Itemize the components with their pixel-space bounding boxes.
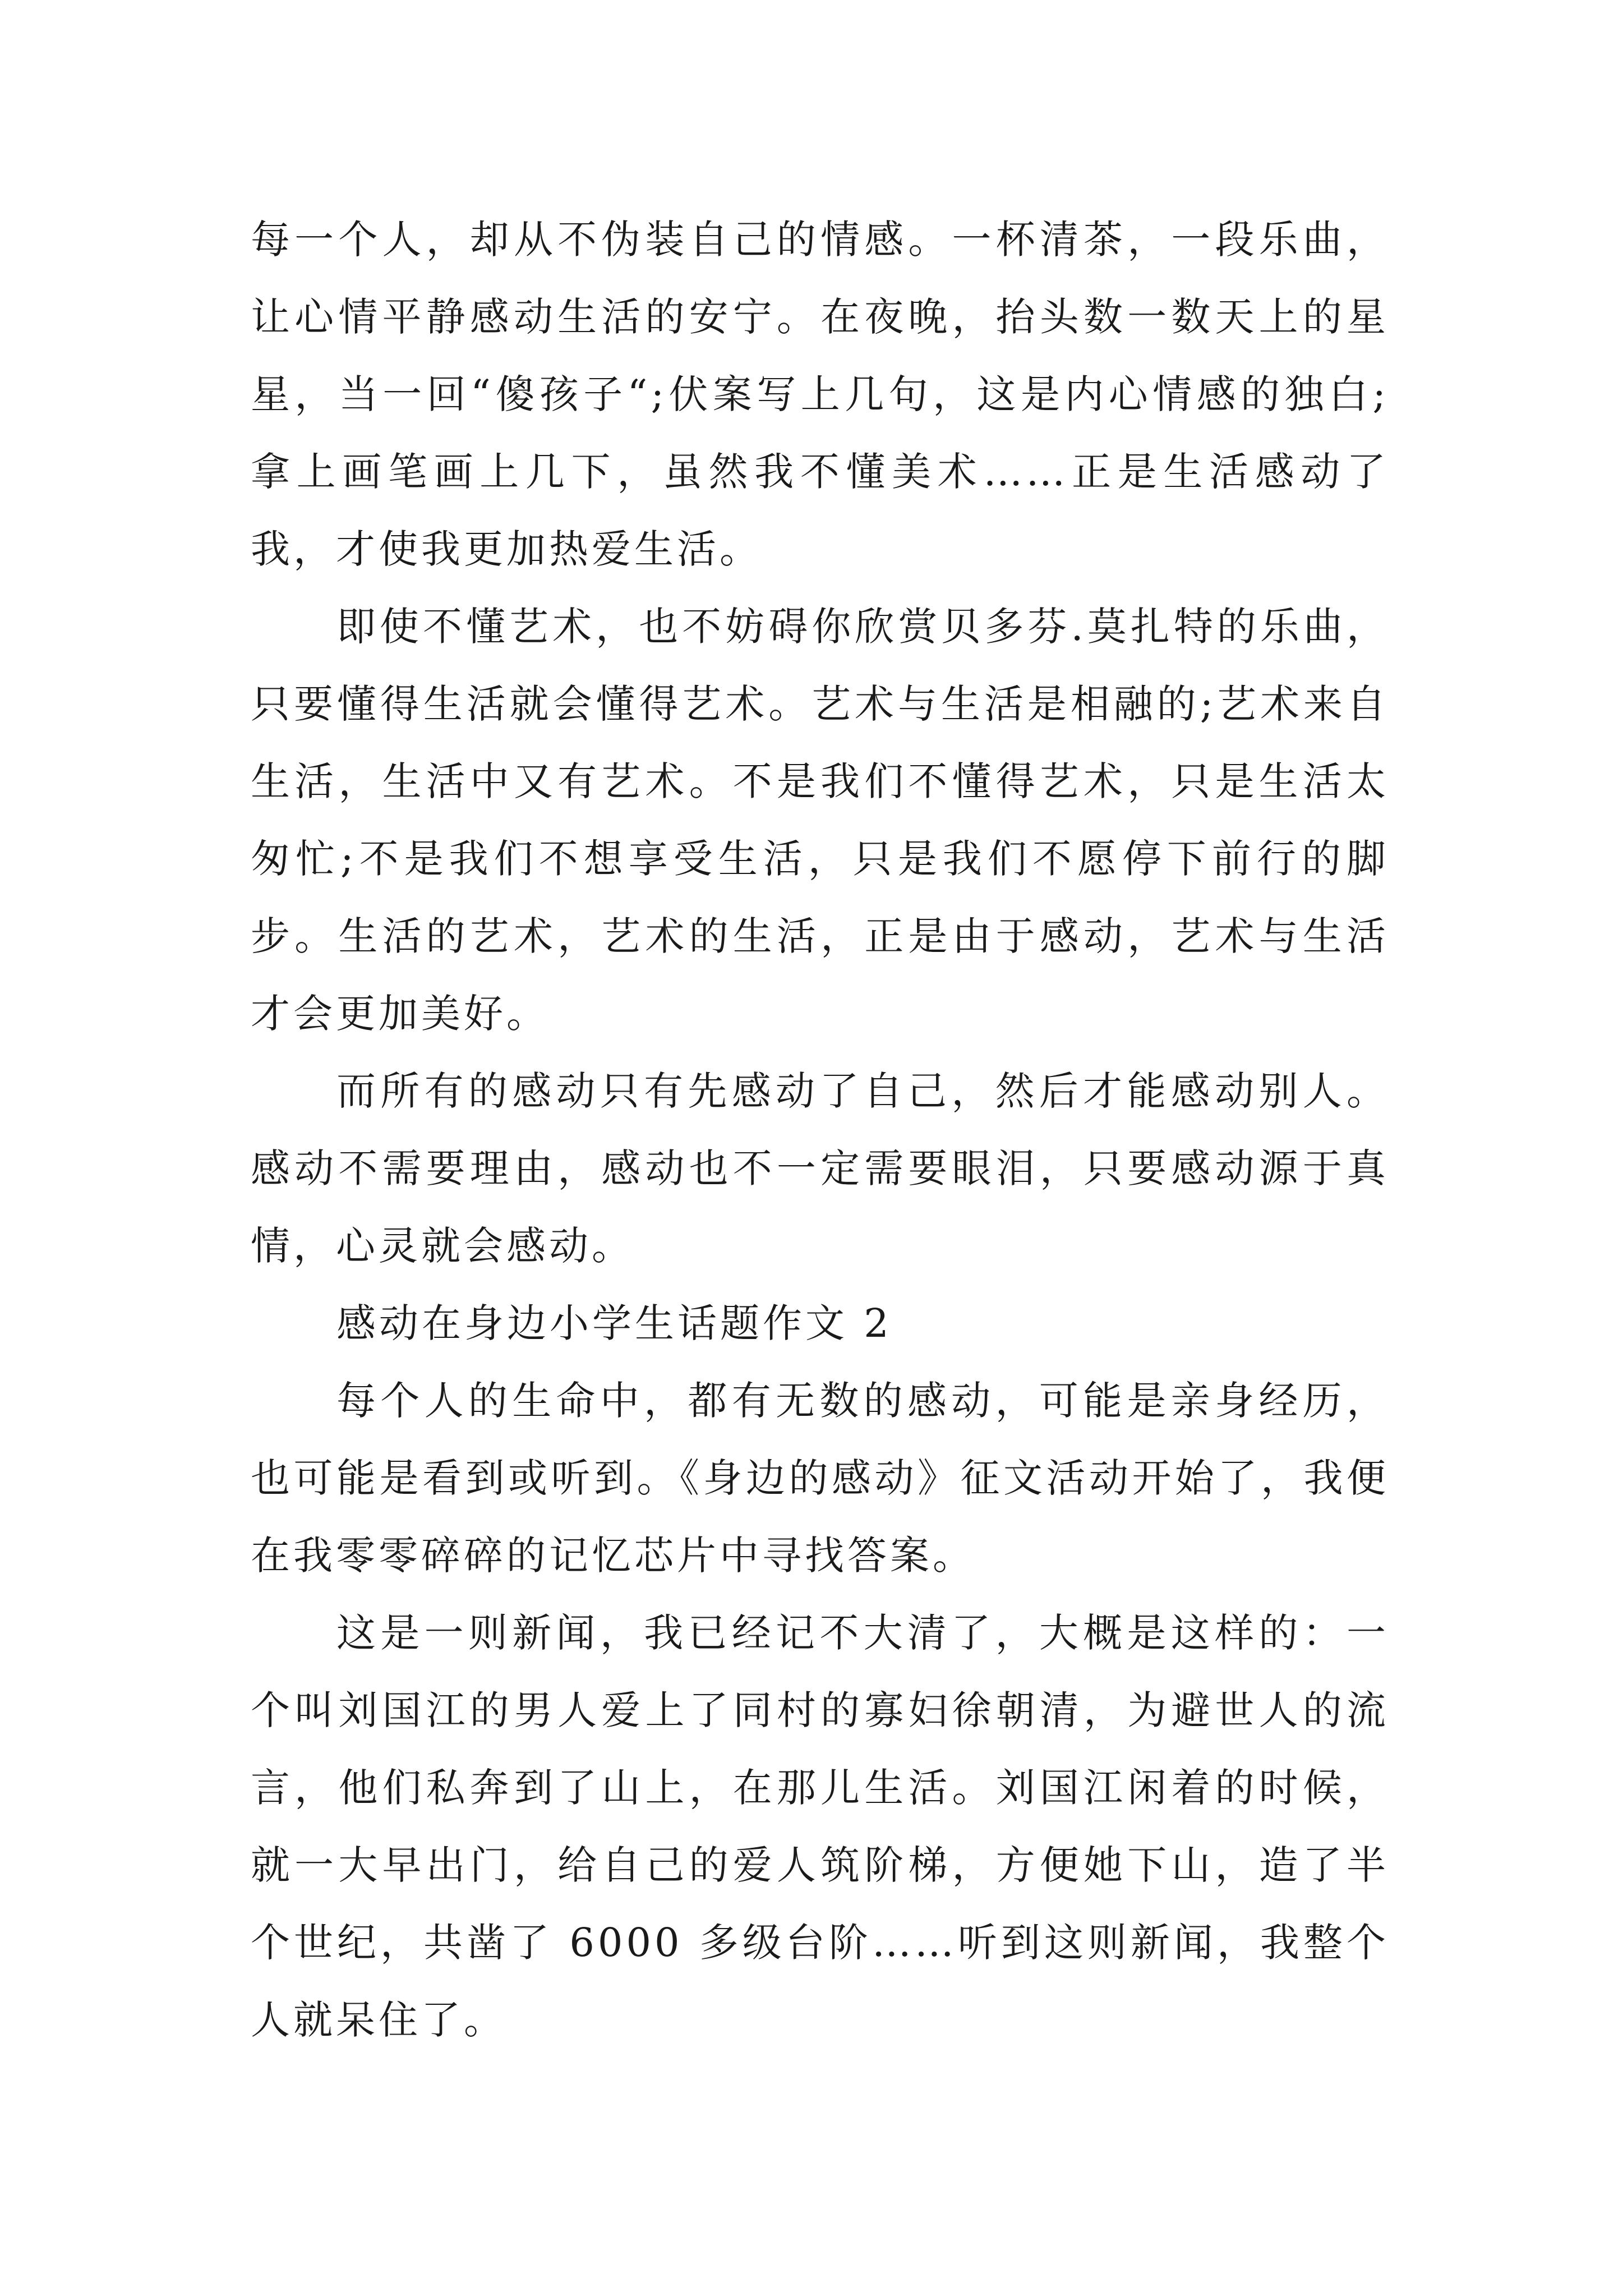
essay-heading: 感动在身边小学生话题作文 2 — [336, 1300, 892, 1346]
paragraph-5: 这是一则新闻，我已经记不大清了，大概是这样的：一个叫刘国江的男人爱上了同村的寡妇徐朝清，为避世人的流言，他们私奔到了山上，在那儿生活。刘国江闲着的时候，就一大早出门，给自己的爱人筑阶梯，方便她下山，造了半个世纪，共凿了 6000 多级台阶……听到这则新闻，我整个人就呆住了。 — [251, 1610, 1389, 2043]
document-body — [251, 201, 1389, 2059]
paragraph-4: 每个人的生命中，都有无数的感动，可能是亲身经历，也可能是看到或听到。《身边的感动》征文活动开始了，我便在我零零碎碎的记忆芯片中寻找答案。 — [251, 1378, 1389, 1579]
paragraph-3: 而所有的感动只有先感动了自己，然后才能感动别人。感动不需要理由，感动也不一定需要眼泪，只要感动源于真情，心灵就会感动。 — [251, 1068, 1389, 1269]
paragraph-1: 每一个人，却从不伪装自己的情感。一杯清茶，一段乐曲，让心情平静感动生活的安宁。在夜晚，抬头数一数天上的星星，当一回“傻孩子“;伏案写上几句，这是内心情感的独白;拿上画笔画上几下，虽然我不懂美术……正是生活感动了我，才使我更加热爱生活。 — [251, 217, 1389, 572]
paragraph-2: 即使不懂艺术，也不妨碍你欣赏贝多芬.莫扎特的乐曲，只要懂得生活就会懂得艺术。艺术与生活是相融的;艺术来自生活，生活中又有艺术。不是我们不懂得艺术，只是生活太匆忙;不是我们不想享受生活，只是我们不愿停下前行的脚步。生活的艺术，艺术的生活，正是由于感动，艺术与生活才会更加美好。 — [251, 604, 1389, 1037]
